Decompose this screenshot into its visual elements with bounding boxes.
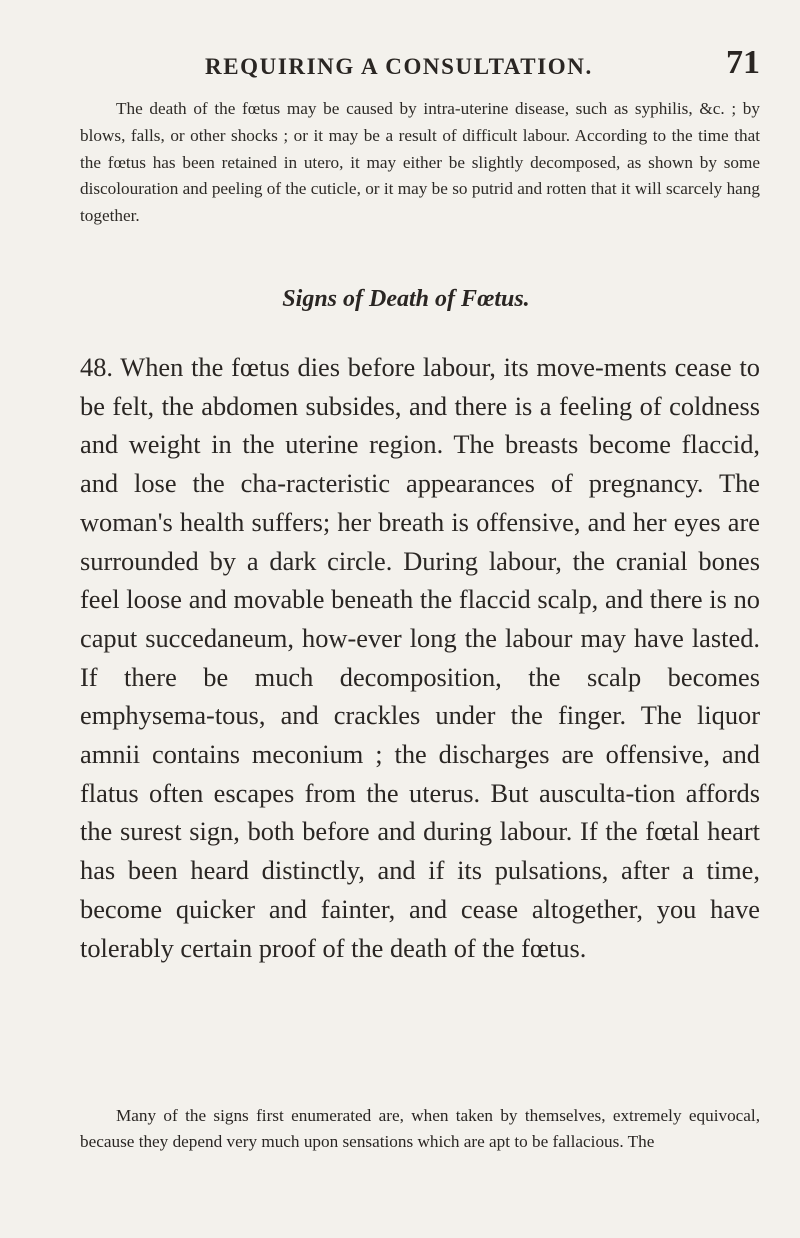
page-header: [80, 44, 760, 92]
section-48-paragraph: [80, 348, 760, 967]
intro-paragraph: The death of the fœtus may be caused by intra-uterine disease, such as syphilis, &c. ; by blows, falls, or other shocks ; or it may be a result of difficult labour. According to the time that the fœtus has been retained in utero, it may either be slightly decomposed, as shown by some discolouration and peeling of the cuticle, or it may be so putrid and rotten that it will scarcely hang together.: [80, 99, 760, 226]
section-heading: Signs of Death of Fœtus.: [282, 286, 530, 312]
closing-paragraph: Many of the signs first enumerated are, when taken by themselves, extremely equivocal, because they depend very much upon sensations which are apt to be fallacious. The: [80, 1106, 760, 1151]
running-title: REQUIRING A CONSULTATION.: [205, 54, 593, 79]
section-48-text: When the fœtus dies before labour, its move-ments cease to be felt, the abdomen subsides, and there is a feeling of coldness and weight in the uterine region. The breasts become flaccid, and lose the cha-racteristic appearances of pregnancy. The woman's health suffers; her breath is offensive, and her eyes are surrounded by a dark circle. During labour, the cranial bones feel loose and movable beneath the flaccid scalp, and there is no caput succedaneum, how-ever long the labour may have lasted. If there be much decomposition, the scalp becomes emphysema-tous, and crackles under the finger. The liquor amnii contains meconium ; the discharges are offensive, and flatus often escapes from the uterus. But ausculta-tion affords the surest sign, both before and during labour. If the fœtal heart has been heard distinctly, and if its pulsations, after a time, become quicker and fainter, and cease altogether, you have tolerably certain proof of the death of the fœtus.: [80, 352, 761, 963]
page-number: 71: [726, 44, 760, 81]
section-number: 48.: [80, 352, 113, 382]
